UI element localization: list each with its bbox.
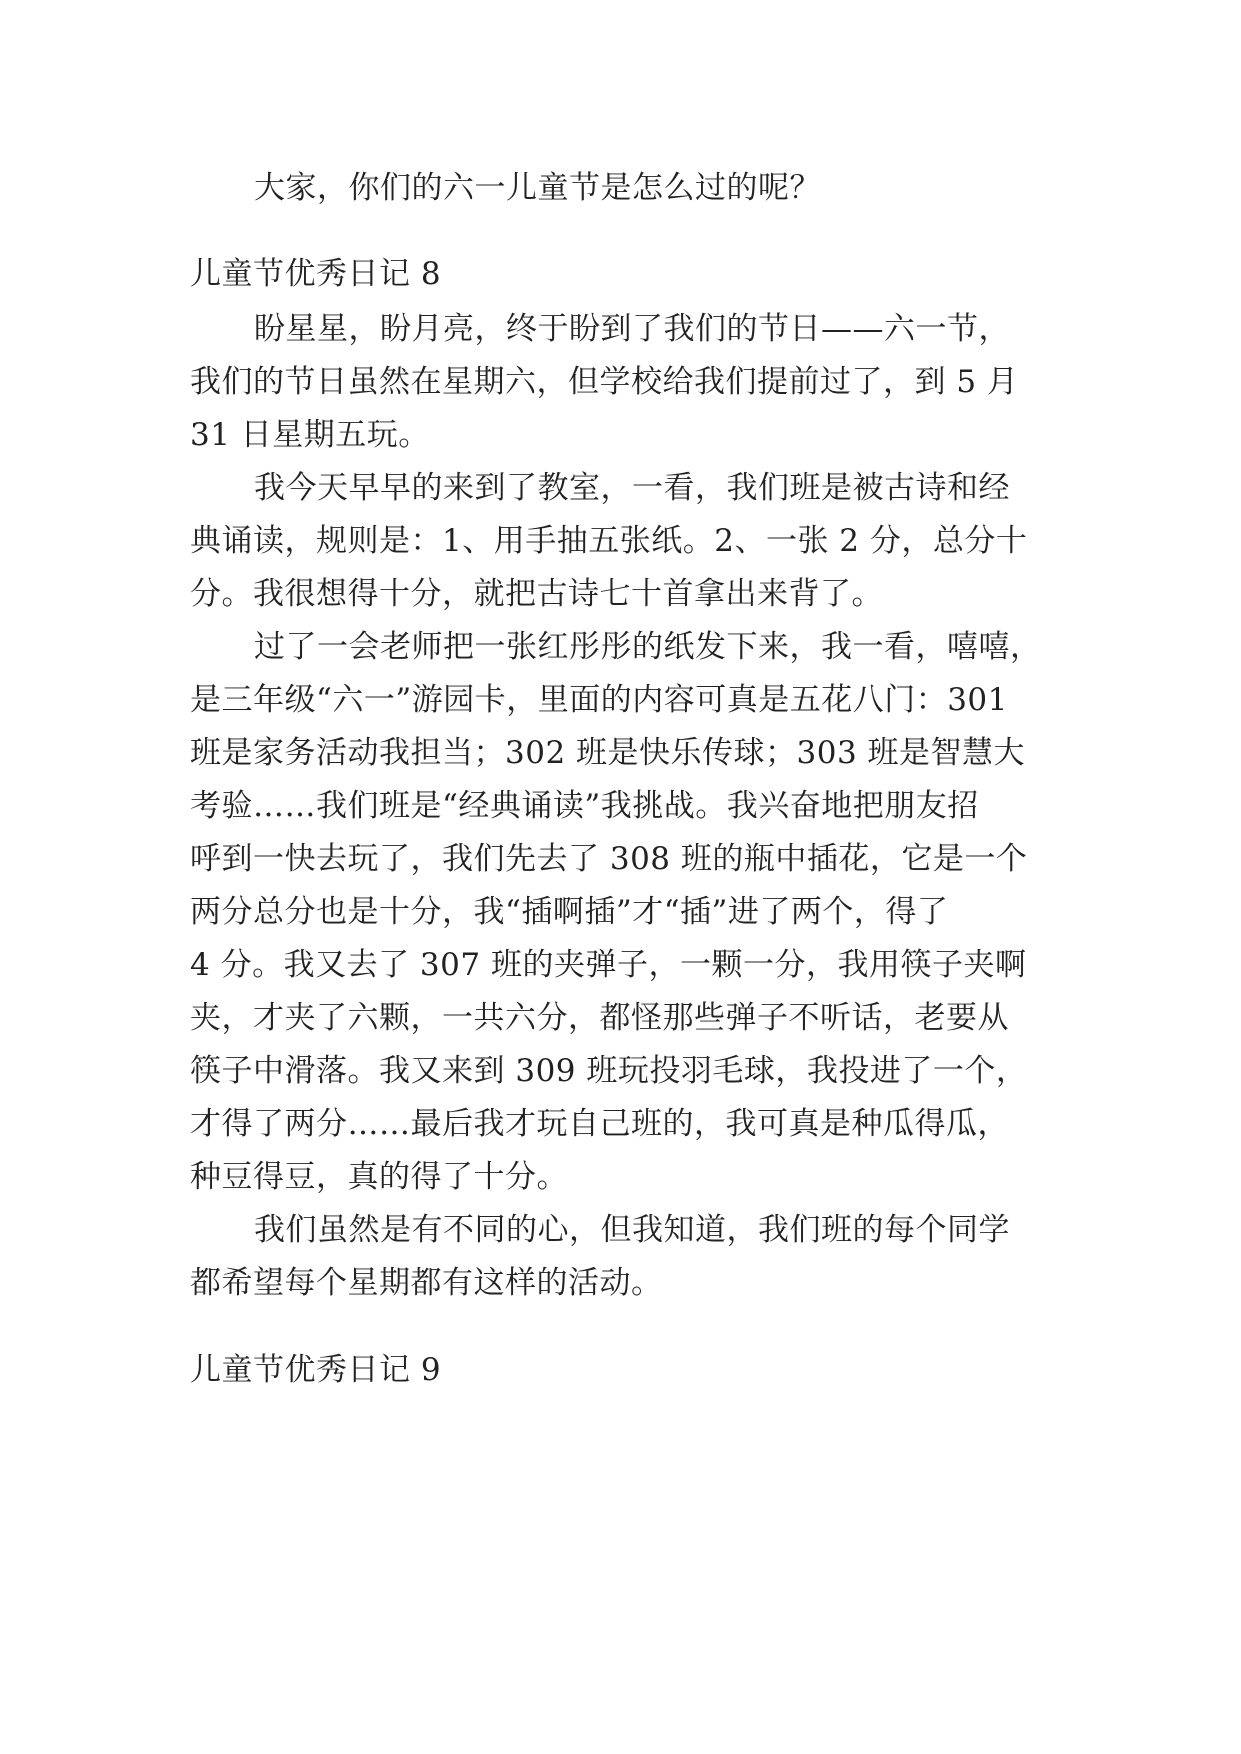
paragraph-3-line-10: 才得了两分……最后我才玩自己班的，我可真是种瓜得瓜， xyxy=(190,1106,1009,1142)
paragraph-3-line-4: 考验……我们班是“经典诵读”我挑战。我兴奋地把朋友招 xyxy=(190,788,979,824)
intro-line: 大家，你们的六一儿童节是怎么过的呢？ xyxy=(254,170,821,206)
paragraph-1-line-3: 31 日星期五玩。 xyxy=(190,417,430,453)
paragraph-2-line-3: 分。我很想得十分，就把古诗七十首拿出来背了。 xyxy=(190,576,883,612)
paragraph-3-line-9: 筷子中滑落。我又来到 309 班玩投羽毛球，我投进了一个， xyxy=(190,1053,1028,1089)
paragraph-3-line-2: 是三年级“六一”游园卡，里面的内容可真是五花八门：301 xyxy=(190,682,1008,718)
paragraph-1-line-1: 盼星星，盼月亮，终于盼到了我们的节日——六一节， xyxy=(254,311,1010,347)
paragraph-3-line-8: 夹，才夹了六颗，一共六分，都怪那些弹子不听话，老要从 xyxy=(190,1000,1009,1036)
paragraph-1-line-2: 我们的节日虽然在星期六，但学校给我们提前过了，到 5 月 xyxy=(190,364,1019,400)
paragraph-3-line-5: 呼到一快去玩了，我们先去了 308 班的瓶中插花，它是一个 xyxy=(190,841,1028,877)
paragraph-4-line-2: 都希望每个星期都有这样的活动。 xyxy=(190,1265,663,1301)
paragraph-3-line-1: 过了一会老师把一张红彤彤的纸发下来，我一看，嘻嘻， xyxy=(254,629,1042,665)
paragraph-3-line-3: 班是家务活动我担当；302 班是快乐传球；303 班是智慧大 xyxy=(190,735,1026,771)
section-9-title: 儿童节优秀日记 9 xyxy=(190,1352,442,1388)
paragraph-4-line-1: 我们虽然是有不同的心，但我知道，我们班的每个同学 xyxy=(254,1212,1010,1248)
paragraph-3-line-6: 两分总分也是十分，我“插啊插”才“插”进了两个，得了 xyxy=(190,894,949,930)
section-8-title: 儿童节优秀日记 8 xyxy=(190,256,442,292)
paragraph-2-line-1: 我今天早早的来到了教室，一看，我们班是被古诗和经 xyxy=(254,470,1010,506)
paragraph-3-line-11: 种豆得豆，真的得了十分。 xyxy=(190,1159,568,1195)
paragraph-2-line-2: 典诵读，规则是：1、用手抽五张纸。2、一张 2 分，总分十 xyxy=(190,523,1028,559)
paragraph-3-line-7: 4 分。我又去了 307 班的夹弹子，一颗一分，我用筷子夹啊 xyxy=(190,947,1027,983)
